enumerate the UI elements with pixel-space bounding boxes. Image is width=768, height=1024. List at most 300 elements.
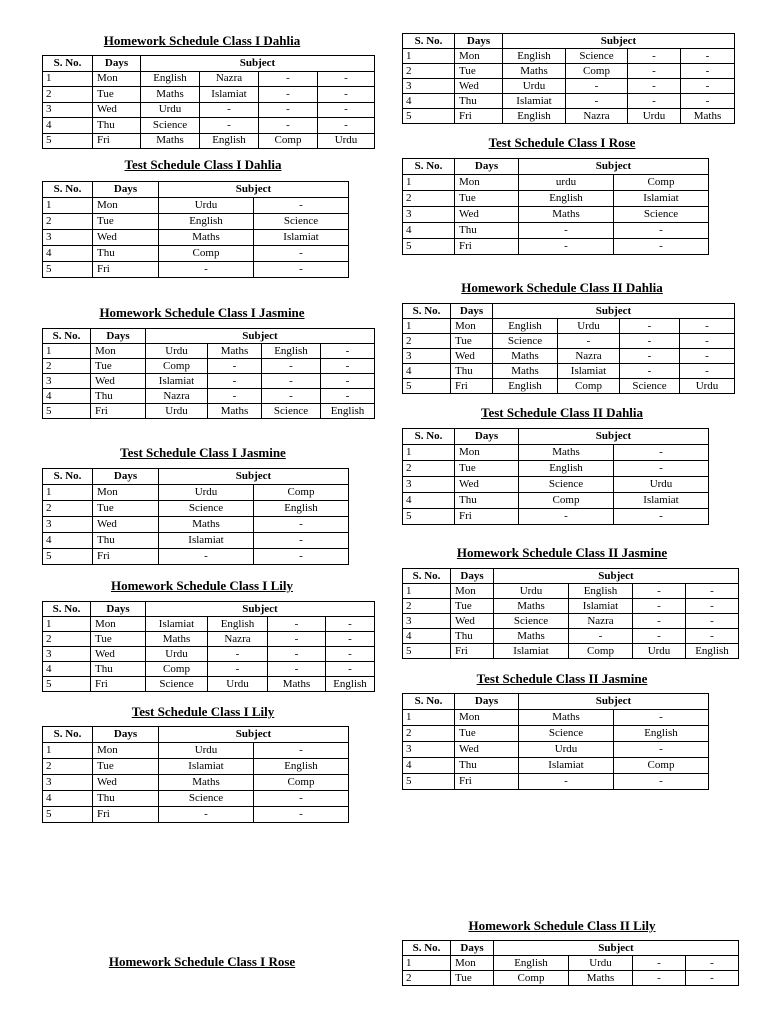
table-row	[403, 64, 735, 79]
serial-cell: 4	[403, 223, 455, 239]
table-row	[403, 599, 739, 614]
table-row	[403, 223, 709, 239]
day-cell: Wed	[93, 517, 159, 533]
table-row	[43, 759, 349, 775]
header-days: Days	[455, 34, 503, 49]
subject-cell: Science	[146, 677, 208, 692]
day-cell: Fri	[455, 509, 519, 525]
subject-cell: Islamiat	[569, 599, 633, 614]
serial-cell: 5	[403, 379, 451, 394]
header-days: Days	[93, 56, 141, 72]
subject-cell: -	[159, 549, 254, 565]
subject-cell: -	[254, 743, 349, 759]
table-row	[403, 971, 739, 986]
serial-cell: 1	[403, 710, 455, 726]
day-cell: Wed	[91, 647, 146, 662]
table-row	[403, 493, 709, 509]
serial-cell: 3	[43, 775, 93, 791]
day-cell: Wed	[93, 102, 141, 118]
subject-cell: Urdu	[208, 677, 268, 692]
subject-cell: -	[254, 807, 349, 823]
serial-cell: 4	[43, 389, 91, 404]
subject-cell: -	[254, 262, 349, 278]
serial-cell: 5	[403, 644, 451, 659]
table-row	[403, 175, 709, 191]
serial-cell: 5	[403, 109, 455, 124]
subject-cell: English	[141, 71, 200, 87]
day-cell: Mon	[455, 710, 519, 726]
day-cell: Tue	[455, 64, 503, 79]
day-cell: Wed	[455, 207, 519, 223]
header-sno: S. No.	[403, 941, 451, 956]
subject-cell: -	[326, 617, 375, 632]
subject-cell: Science	[493, 334, 558, 349]
table-row	[43, 133, 375, 149]
subject-cell: -	[159, 807, 254, 823]
subject-cell: Islamiat	[503, 94, 566, 109]
subject-cell: -	[620, 349, 680, 364]
table-row	[43, 775, 349, 791]
schedule-block-14-table	[402, 940, 739, 986]
table-row	[43, 230, 349, 246]
subject-cell: Nazra	[146, 389, 208, 404]
subject-cell: Islamiat	[614, 493, 709, 509]
subject-cell: -	[519, 774, 614, 790]
subject-cell: -	[681, 94, 735, 109]
header-row	[403, 694, 709, 710]
table-row	[43, 677, 375, 692]
schedule-title: Test Schedule Class I Dahlia	[124, 157, 282, 172]
subject-cell: Maths	[519, 710, 614, 726]
header-row	[403, 429, 709, 445]
subject-cell: Science	[519, 726, 614, 742]
table-row	[43, 344, 375, 359]
schedule-block-8-table	[402, 33, 735, 124]
subject-cell: Science	[519, 477, 614, 493]
subject-cell: English	[262, 344, 321, 359]
subject-cell: Comp	[569, 644, 633, 659]
subject-cell: -	[208, 662, 268, 677]
subject-cell: -	[680, 364, 735, 379]
subject-cell: -	[326, 647, 375, 662]
subject-cell: English	[614, 726, 709, 742]
subject-cell: Maths	[208, 404, 262, 419]
day-cell: Fri	[451, 644, 494, 659]
subject-cell: -	[326, 662, 375, 677]
subject-cell: English	[200, 133, 259, 149]
table-row	[403, 207, 709, 223]
serial-cell: 3	[403, 79, 455, 94]
subject-cell: -	[566, 94, 628, 109]
subject-cell: -	[159, 262, 254, 278]
subject-cell: -	[318, 71, 375, 87]
subject-cell: English	[519, 461, 614, 477]
subject-cell: Urdu	[628, 109, 681, 124]
subject-cell: Nazra	[558, 349, 620, 364]
serial-cell: 1	[43, 71, 93, 87]
day-cell: Fri	[93, 549, 159, 565]
table-row	[403, 644, 739, 659]
table-row	[403, 584, 739, 599]
subject-cell: -	[558, 334, 620, 349]
header-sno: S. No.	[403, 694, 455, 710]
header-row	[403, 304, 735, 319]
day-cell: Mon	[93, 71, 141, 87]
day-cell: Mon	[455, 49, 503, 64]
serial-cell: 2	[43, 759, 93, 775]
serial-cell: 4	[43, 533, 93, 549]
subject-cell: Comp	[519, 493, 614, 509]
serial-cell: 1	[403, 956, 451, 971]
header-sno: S. No.	[43, 56, 93, 72]
table-row	[43, 517, 349, 533]
subject-cell: -	[681, 64, 735, 79]
serial-cell: 1	[403, 175, 455, 191]
serial-cell: 1	[43, 743, 93, 759]
serial-cell: 4	[403, 629, 451, 644]
table-row	[403, 614, 739, 629]
subject-cell: Islamiat	[254, 230, 349, 246]
table-row	[403, 334, 735, 349]
subject-cell: -	[686, 584, 739, 599]
header-days: Days	[93, 727, 159, 743]
header-sno: S. No.	[43, 602, 91, 617]
header-row	[403, 159, 709, 175]
subject-cell: Comp	[254, 775, 349, 791]
subject-cell: -	[614, 742, 709, 758]
subject-cell: Urdu	[569, 956, 633, 971]
subject-cell: Maths	[569, 971, 633, 986]
subject-cell: -	[259, 71, 318, 87]
schedule-title: Test Schedule Class I Lily	[131, 704, 275, 719]
subject-cell: -	[614, 710, 709, 726]
subject-cell: -	[208, 647, 268, 662]
day-cell: Wed	[455, 742, 519, 758]
table-row	[403, 349, 735, 364]
subject-cell: Islamiat	[146, 617, 208, 632]
day-cell: Mon	[91, 344, 146, 359]
serial-cell: 5	[43, 807, 93, 823]
table-row	[403, 710, 709, 726]
subject-cell: -	[254, 533, 349, 549]
header-days: Days	[451, 569, 494, 584]
subject-cell: -	[620, 364, 680, 379]
serial-cell: 1	[43, 344, 91, 359]
subject-cell: -	[614, 239, 709, 255]
subject-cell: -	[259, 102, 318, 118]
subject-cell: Islamiat	[200, 87, 259, 103]
day-cell: Tue	[93, 214, 159, 230]
day-cell: Tue	[455, 726, 519, 742]
header-subject: Subject	[494, 941, 739, 956]
serial-cell: 1	[403, 584, 451, 599]
header-subject: Subject	[519, 429, 709, 445]
subject-cell: -	[254, 791, 349, 807]
header-subject: Subject	[159, 182, 349, 198]
subject-cell: Islamiat	[494, 644, 569, 659]
subject-cell: -	[254, 549, 349, 565]
subject-cell: Urdu	[494, 584, 569, 599]
subject-cell: Science	[262, 404, 321, 419]
subject-cell: Science	[159, 791, 254, 807]
subject-cell: -	[633, 956, 686, 971]
subject-cell: Urdu	[159, 198, 254, 214]
subject-cell: -	[633, 629, 686, 644]
header-subject: Subject	[146, 329, 375, 344]
table-row	[403, 956, 739, 971]
table-row	[403, 461, 709, 477]
day-cell: Mon	[451, 319, 493, 334]
table-row	[43, 246, 349, 262]
subject-cell: Comp	[614, 758, 709, 774]
header-subject: Subject	[493, 304, 735, 319]
serial-cell: 2	[403, 334, 451, 349]
serial-cell: 2	[43, 214, 93, 230]
day-cell: Mon	[93, 485, 159, 501]
table-row	[403, 726, 709, 742]
schedule-block-4-table	[42, 468, 349, 565]
day-cell: Wed	[93, 775, 159, 791]
header-row	[43, 727, 349, 743]
table-row	[403, 94, 735, 109]
schedule-title: Homework Schedule Class II Jasmine	[456, 545, 668, 560]
subject-cell: English	[254, 501, 349, 517]
schedule-title: Homework Schedule Class I Dahlia	[103, 33, 301, 48]
subject-cell: -	[268, 647, 326, 662]
subject-cell: Urdu	[159, 485, 254, 501]
subject-cell: Urdu	[680, 379, 735, 394]
subject-cell: Maths	[503, 64, 566, 79]
subject-cell: -	[628, 79, 681, 94]
subject-cell: English	[159, 214, 254, 230]
subject-cell: -	[681, 79, 735, 94]
table-row	[43, 102, 375, 118]
schedule-title: Homework Schedule Class I Rose	[108, 954, 296, 969]
subject-cell: -	[208, 374, 262, 389]
subject-cell: Maths	[519, 445, 614, 461]
subject-cell: -	[628, 64, 681, 79]
header-row	[403, 34, 735, 49]
serial-cell: 1	[403, 445, 455, 461]
header-days: Days	[451, 304, 493, 319]
subject-cell: English	[493, 319, 558, 334]
header-days: Days	[93, 469, 159, 485]
subject-cell: -	[680, 349, 735, 364]
serial-cell: 2	[403, 971, 451, 986]
day-cell: Thu	[451, 364, 493, 379]
subject-cell: Science	[254, 214, 349, 230]
serial-cell: 2	[403, 599, 451, 614]
day-cell: Fri	[91, 677, 146, 692]
subject-cell: -	[259, 87, 318, 103]
subject-cell: Comp	[566, 64, 628, 79]
subject-cell: Nazra	[200, 71, 259, 87]
serial-cell: 4	[43, 662, 91, 677]
subject-cell: -	[614, 461, 709, 477]
serial-cell: 1	[403, 49, 455, 64]
serial-cell: 3	[403, 349, 451, 364]
subject-cell: Science	[620, 379, 680, 394]
serial-cell: 5	[43, 262, 93, 278]
table-row	[43, 87, 375, 103]
subject-cell: -	[680, 334, 735, 349]
table-row	[403, 629, 739, 644]
subject-cell: Comp	[259, 133, 318, 149]
subject-cell: -	[321, 359, 375, 374]
subject-cell: Urdu	[146, 647, 208, 662]
day-cell: Wed	[451, 349, 493, 364]
subject-cell: Comp	[146, 662, 208, 677]
subject-cell: -	[254, 198, 349, 214]
table-row	[403, 742, 709, 758]
subject-cell: Maths	[208, 344, 262, 359]
subject-cell: Nazra	[569, 614, 633, 629]
schedule-block-10-table	[402, 303, 735, 394]
header-subject: Subject	[519, 159, 709, 175]
subject-cell: -	[519, 223, 614, 239]
header-row	[43, 182, 349, 198]
day-cell: Tue	[91, 632, 146, 647]
schedule-block-11-table	[402, 428, 709, 525]
day-cell: Mon	[451, 956, 494, 971]
header-row	[403, 941, 739, 956]
serial-cell: 2	[43, 359, 91, 374]
subject-cell: Maths	[141, 87, 200, 103]
subject-cell: Urdu	[146, 344, 208, 359]
day-cell: Mon	[91, 617, 146, 632]
table-row	[403, 509, 709, 525]
day-cell: Fri	[455, 109, 503, 124]
table-row	[43, 617, 375, 632]
table-row	[43, 549, 349, 565]
table-row	[43, 374, 375, 389]
subject-cell: Urdu	[159, 743, 254, 759]
table-row	[403, 49, 735, 64]
subject-cell: Urdu	[519, 742, 614, 758]
table-row	[43, 404, 375, 419]
subject-cell: -	[633, 584, 686, 599]
header-sno: S. No.	[43, 182, 93, 198]
table-row	[43, 198, 349, 214]
header-row	[43, 329, 375, 344]
subject-cell: Science	[141, 118, 200, 134]
subject-cell: Urdu	[503, 79, 566, 94]
subject-cell: Maths	[159, 230, 254, 246]
day-cell: Mon	[451, 584, 494, 599]
subject-cell: -	[262, 374, 321, 389]
day-cell: Thu	[91, 662, 146, 677]
schedule-block-13-table	[402, 693, 709, 790]
day-cell: Thu	[93, 246, 159, 262]
day-cell: Fri	[93, 262, 159, 278]
schedule-block-6-table	[42, 726, 349, 823]
day-cell: Fri	[451, 379, 493, 394]
subject-cell: -	[318, 118, 375, 134]
schedule-block-3-table	[42, 328, 375, 419]
subject-cell: -	[614, 774, 709, 790]
header-subject: Subject	[159, 469, 349, 485]
subject-cell: Nazra	[566, 109, 628, 124]
day-cell: Wed	[93, 230, 159, 246]
subject-cell: English	[519, 191, 614, 207]
table-row	[403, 79, 735, 94]
subject-cell: Comp	[146, 359, 208, 374]
serial-cell: 3	[403, 614, 451, 629]
header-subject: Subject	[146, 602, 375, 617]
day-cell: Fri	[455, 239, 519, 255]
day-cell: Thu	[455, 223, 519, 239]
table-row	[43, 71, 375, 87]
subject-cell: -	[681, 49, 735, 64]
header-sno: S. No.	[43, 469, 93, 485]
table-row	[43, 262, 349, 278]
day-cell: Thu	[93, 791, 159, 807]
subject-cell: -	[318, 102, 375, 118]
header-days: Days	[455, 429, 519, 445]
subject-cell: -	[268, 632, 326, 647]
schedule-title: Homework Schedule Class II Dahlia	[461, 280, 663, 295]
schedule-block-5-table	[42, 601, 375, 692]
table-row	[43, 501, 349, 517]
subject-cell: English	[503, 109, 566, 124]
serial-cell: 5	[403, 239, 455, 255]
serial-cell: 2	[43, 632, 91, 647]
subject-cell: -	[262, 389, 321, 404]
subject-cell: Science	[614, 207, 709, 223]
subject-cell: -	[686, 599, 739, 614]
header-subject: Subject	[159, 727, 349, 743]
subject-cell: English	[493, 379, 558, 394]
subject-cell: -	[268, 617, 326, 632]
subject-cell: -	[686, 956, 739, 971]
subject-cell: Islamiat	[159, 759, 254, 775]
subject-cell: -	[254, 246, 349, 262]
header-sno: S. No.	[403, 429, 455, 445]
serial-cell: 5	[43, 549, 93, 565]
table-row	[43, 647, 375, 662]
subject-cell: Urdu	[141, 102, 200, 118]
subject-cell: -	[628, 49, 681, 64]
day-cell: Wed	[451, 614, 494, 629]
day-cell: Tue	[93, 501, 159, 517]
subject-cell: Urdu	[558, 319, 620, 334]
subject-cell: -	[614, 509, 709, 525]
subject-cell: -	[321, 374, 375, 389]
table-row	[403, 774, 709, 790]
subject-cell: -	[686, 629, 739, 644]
subject-cell: Maths	[494, 599, 569, 614]
serial-cell: 4	[403, 94, 455, 109]
serial-cell: 5	[43, 404, 91, 419]
day-cell: Wed	[455, 477, 519, 493]
subject-cell: Islamiat	[558, 364, 620, 379]
subject-cell: Comp	[494, 971, 569, 986]
serial-cell: 2	[403, 461, 455, 477]
subject-cell: -	[569, 629, 633, 644]
serial-cell: 4	[403, 364, 451, 379]
day-cell: Tue	[451, 971, 494, 986]
serial-cell: 3	[43, 230, 93, 246]
subject-cell: English	[569, 584, 633, 599]
subject-cell: -	[614, 445, 709, 461]
subject-cell: -	[686, 971, 739, 986]
subject-cell: Maths	[681, 109, 735, 124]
serial-cell: 4	[43, 118, 93, 134]
day-cell: Mon	[93, 198, 159, 214]
day-cell: Fri	[91, 404, 146, 419]
subject-cell: Science	[566, 49, 628, 64]
header-days: Days	[93, 182, 159, 198]
